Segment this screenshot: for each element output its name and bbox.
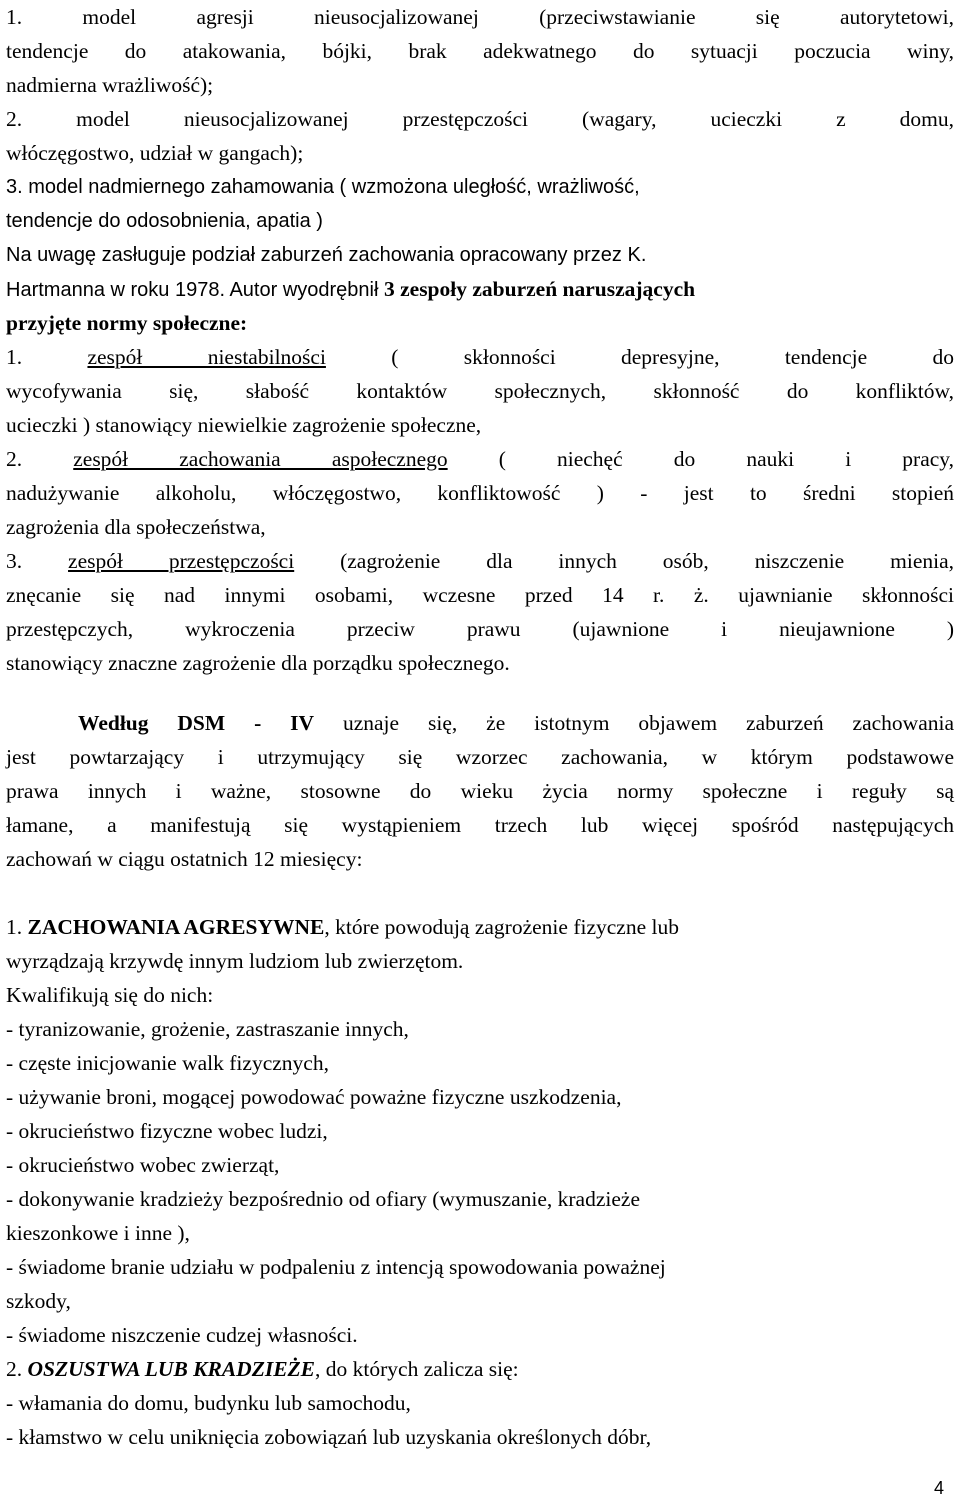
text-line	[6, 978, 954, 1012]
bold-text: ZACHOWANIA AGRESYWNE	[27, 915, 325, 939]
line-text: przestępczych, wykroczenia przeciw prawu (ujawnione i nieujawnione )	[6, 617, 954, 641]
text-line	[6, 68, 954, 102]
text-line	[6, 1352, 954, 1386]
text-line	[6, 408, 954, 442]
line-text: (zagrożenie dla innych osób, niszczenie mienia,	[294, 549, 954, 573]
list-item	[6, 1046, 954, 1080]
line-text: tendencje do odosobnienia, apatia )	[6, 210, 323, 232]
text-line	[6, 944, 954, 978]
line-text: 3.	[6, 549, 69, 573]
line-text: tendencje do atakowania, bójki, brak adekwatnego do sytuacji poczucia winy,	[6, 39, 954, 63]
line-text: łamane, a manifestują się wystąpieniem trzech lub więcej spośród następujących	[6, 813, 954, 837]
line-text: Hartmanna w roku 1978. Autor wyodrębnił	[6, 279, 384, 301]
text-line	[6, 1284, 954, 1318]
page-number: 4	[934, 1478, 945, 1498]
line-text: 1.	[6, 345, 88, 369]
line-text: - tyranizowanie, grożenie, zastraszanie innych,	[6, 1017, 409, 1041]
list-item	[6, 1080, 954, 1114]
line-text: kieszonkowe i inne ),	[6, 1221, 190, 1245]
text-line	[6, 910, 954, 944]
line-text: nadmierna wrażliwość);	[6, 73, 214, 97]
text-line	[6, 646, 954, 680]
line-text: jest powtarzający i utrzymujący się wzorzec zachowania, w którym podstawowe	[6, 745, 954, 769]
text-line	[6, 808, 954, 842]
text-line	[6, 578, 954, 612]
text-line	[6, 204, 954, 238]
line-text: - świadome niszczenie cudzej własności.	[6, 1323, 358, 1347]
line-text: - częste inicjowanie walk fizycznych,	[6, 1051, 329, 1075]
line-text: wycofywania się, słabość kontaktów społecznych, skłonność do konfliktów,	[6, 379, 954, 403]
line-text: znęcanie się nad innymi osobami, wczesne przed 14 r. ż. ujawnianie skłonności	[6, 583, 954, 607]
text-line	[6, 510, 954, 544]
bold-text: 3 zespoły zaburzeń naruszających	[383, 277, 696, 301]
text-line	[6, 272, 954, 306]
line-text: 2.	[6, 447, 74, 471]
text-line	[6, 842, 954, 876]
line-text: prawa innych i ważne, stosowne do wieku życia normy społeczne i reguły są	[6, 779, 954, 803]
line-text: 3. model nadmiernego zahamowania ( wzmożona uległość, wrażliwość,	[6, 176, 640, 198]
line-text: - dokonywanie kradzieży bezpośrednio od ofiary (wymuszanie, kradzieże	[6, 1187, 640, 1211]
list-item	[6, 1182, 954, 1216]
line-text: - używanie broni, mogącej powodować poważne fizyczne uszkodzenia,	[6, 1085, 622, 1109]
line-text: - świadome branie udziału w podpaleniu z intencją spowodowania poważnej	[6, 1255, 666, 1279]
line-text: 2. model nieusocjalizowanej przestępczości (wagary, ucieczki z domu,	[6, 107, 954, 131]
line-text: , do których zalicza się:	[315, 1357, 519, 1381]
line-text: zachowań w ciągu ostatnich 12 miesięcy:	[6, 847, 363, 871]
line-text: ucieczki ) stanowiący niewielkie zagrożenie społeczne,	[6, 413, 482, 437]
line-text: uznaje się, że istotnym objawem zaburzeń zachowania	[314, 711, 954, 735]
text-line	[6, 34, 954, 68]
text-line	[6, 306, 954, 340]
list-item	[6, 1386, 954, 1420]
line-text: wyrządzają krzywdę innym ludziom lub zwierzętom.	[6, 949, 464, 973]
list-item	[6, 1250, 954, 1284]
line-text: stanowiący znaczne zagrożenie dla porządku społecznego.	[6, 651, 510, 675]
bold-text: przyjęte normy społeczne:	[6, 311, 248, 335]
text-line	[6, 102, 954, 136]
line-text: , które powodują zagrożenie fizyczne lub	[324, 915, 679, 939]
list-item	[6, 1318, 954, 1352]
text-line	[6, 544, 954, 578]
line-text: - kłamstwo w celu uniknięcia zobowiązań lub uzyskania określonych dóbr,	[6, 1425, 652, 1449]
line-text: - włamania do domu, budynku lub samochodu,	[6, 1391, 411, 1415]
text-line	[6, 340, 954, 374]
text-line	[6, 0, 954, 34]
underlined-term: zespół przestępczości	[68, 549, 295, 573]
list-item	[6, 1420, 954, 1454]
line-text: Kwalifikują się do nich:	[6, 983, 214, 1007]
text-line	[6, 136, 954, 170]
line-text: szkody,	[6, 1289, 71, 1313]
line-text: 1.	[6, 915, 28, 939]
underlined-term: zespół niestabilności	[87, 345, 326, 369]
underlined-term: zespół zachowania aspołecznego	[73, 447, 448, 471]
line-text: ( niechęć do nauki i pracy,	[447, 447, 955, 471]
text-line	[6, 476, 954, 510]
line-text: włóczęgostwo, udział w gangach);	[6, 141, 304, 165]
text-line	[6, 170, 954, 204]
text-line	[6, 612, 954, 646]
line-text: ( skłonności depresyjne, tendencje do	[325, 345, 955, 369]
text-line	[6, 374, 954, 408]
text-line	[6, 1216, 954, 1250]
line-text: 2.	[6, 1357, 28, 1381]
text-line	[6, 774, 954, 808]
line-text: zagrożenia dla społeczeństwa,	[6, 515, 266, 539]
text-line	[6, 238, 954, 272]
text-line	[6, 740, 954, 774]
list-item	[6, 1012, 954, 1046]
line-text: Na uwagę zasługuje podział zaburzeń zachowania opracowany przez K.	[6, 244, 647, 266]
line-text: - okrucieństwo wobec zwierząt,	[6, 1153, 280, 1177]
line-text: - okrucieństwo fizyczne wobec ludzi,	[6, 1119, 328, 1143]
text-line	[6, 706, 954, 740]
text-line	[6, 442, 954, 476]
line-text: 1. model agresji nieusocjalizowanej (przeciwstawianie się autorytetowi,	[6, 5, 954, 29]
bold-italic-text: OSZUSTWA LUB KRADZIEŻE	[27, 1357, 316, 1381]
list-item	[6, 1148, 954, 1182]
line-text: nadużywanie alkoholu, włóczęgostwo, konfliktowość ) - jest to średni stopień	[6, 481, 954, 505]
list-item	[6, 1114, 954, 1148]
bold-text: Według DSM - IV	[78, 711, 315, 735]
